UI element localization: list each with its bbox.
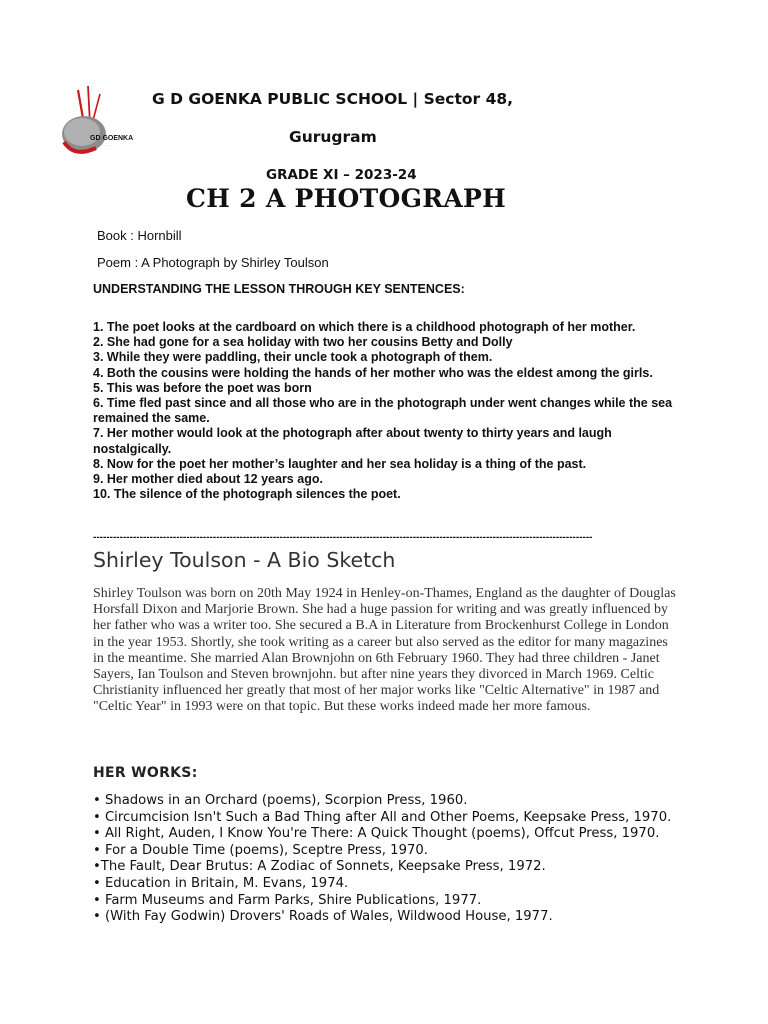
list-item: • Farm Museums and Farm Parks, Shire Publications, 1977. xyxy=(93,892,482,908)
bio-heading: Shirley Toulson - A Bio Sketch xyxy=(93,548,396,572)
list-item: 4. Both the cousins were holding the hands of her mother who was the eldest among the girls. xyxy=(93,365,653,380)
list-item: 10. The silence of the photograph silences the poet. xyxy=(93,487,401,502)
understanding-heading: UNDERSTANDING THE LESSON THROUGH KEY SENTENCES: xyxy=(93,282,465,296)
divider: ------------------------------------------------------------------------------------------------------------------------------------------------------ xyxy=(93,533,593,543)
school-name: G D GOENKA PUBLIC SCHOOL | Sector 48, xyxy=(152,90,514,108)
list-item: • All Right, Auden, I Know You're There: A Quick Thought (poems), Offcut Press, 1970. xyxy=(93,826,660,842)
svg-text:GD GOENKA: GD GOENKA xyxy=(90,135,134,142)
grade-label: GRADE XI – 2023-24 xyxy=(266,167,417,183)
bio-paragraph: Shirley Toulson was born on 20th May 1924 in Henley-on-Thames, England as the daughter of Douglas Horsfall Dixon and Marjorie Brown. She had a huge passion for writing and was greatly influenced by her father who was a writer too. She secured a B.A in Literature from Brockenhurst College in London in the year 1953. Shortly, she took writing as a career but also served as the editor for many magazines in the meantime. She married Alan Brownjohn on 6th February 1960. They had three children - Janet Sayers, Ian Toulson and Steven brownjohn. but after nine years they divorced in March 1969. Celtic Christianity influenced her greatly that most of her major works like "Celtic Alternative" in 1987 and "Celtic Year" in 1993 were on that topic. But these works indeed made her more famous. xyxy=(93,586,676,715)
list-item: • Education in Britain, M. Evans, 1974. xyxy=(93,875,349,891)
key-sentences-list xyxy=(93,320,673,502)
list-item: • For a Double Time (poems), Sceptre Press, 1970. xyxy=(93,842,428,858)
list-item: •The Fault, Dear Brutus: A Zodiac of Sonnets, Keepsake Press, 1972. xyxy=(93,859,546,875)
school-logo xyxy=(44,84,144,164)
list-item: 2. She had gone for a sea holiday with two her cousins Betty and Dolly xyxy=(93,335,513,350)
poem-label: Poem : A Photograph by Shirley Toulson xyxy=(97,255,329,270)
list-item: • Shadows in an Orchard (poems), Scorpion Press, 1960. xyxy=(93,793,468,808)
list-item: 9. Her mother died about 12 years ago. xyxy=(93,472,323,487)
works-heading: HER WORKS: xyxy=(93,765,198,781)
svg-text:· · · · · ·: · · · · · · xyxy=(102,143,113,147)
school-city: Gurugram xyxy=(289,128,377,146)
list-item: 5. This was before the poet was born xyxy=(93,380,312,395)
works-list xyxy=(93,793,713,926)
list-item: 8. Now for the poet her mother’s laughter and her sea holiday is a thing of the past. xyxy=(93,456,587,471)
list-item: 3. While they were paddling, their uncle took a photograph of them. xyxy=(93,350,493,365)
chapter-title: CH 2 A PHOTOGRAPH xyxy=(186,184,507,213)
list-item: 7. Her mother would look at the photograph after about twenty to thirty years and laugh nostalgically. xyxy=(93,426,612,456)
book-label: Book : Hornbill xyxy=(97,228,182,243)
list-item: 1. The poet looks at the cardboard on which there is a childhood photograph of her mother. xyxy=(93,320,636,334)
list-item: • Circumcision Isn't Such a Bad Thing after All and Other Poems, Keepsake Press, 1970. xyxy=(93,809,672,825)
list-item: • (With Fay Godwin) Drovers' Roads of Wales, Wildwood House, 1977. xyxy=(93,909,553,925)
list-item: 6. Time fled past since and all those who are in the photograph under went changes while the sea remained the same. xyxy=(93,396,673,426)
